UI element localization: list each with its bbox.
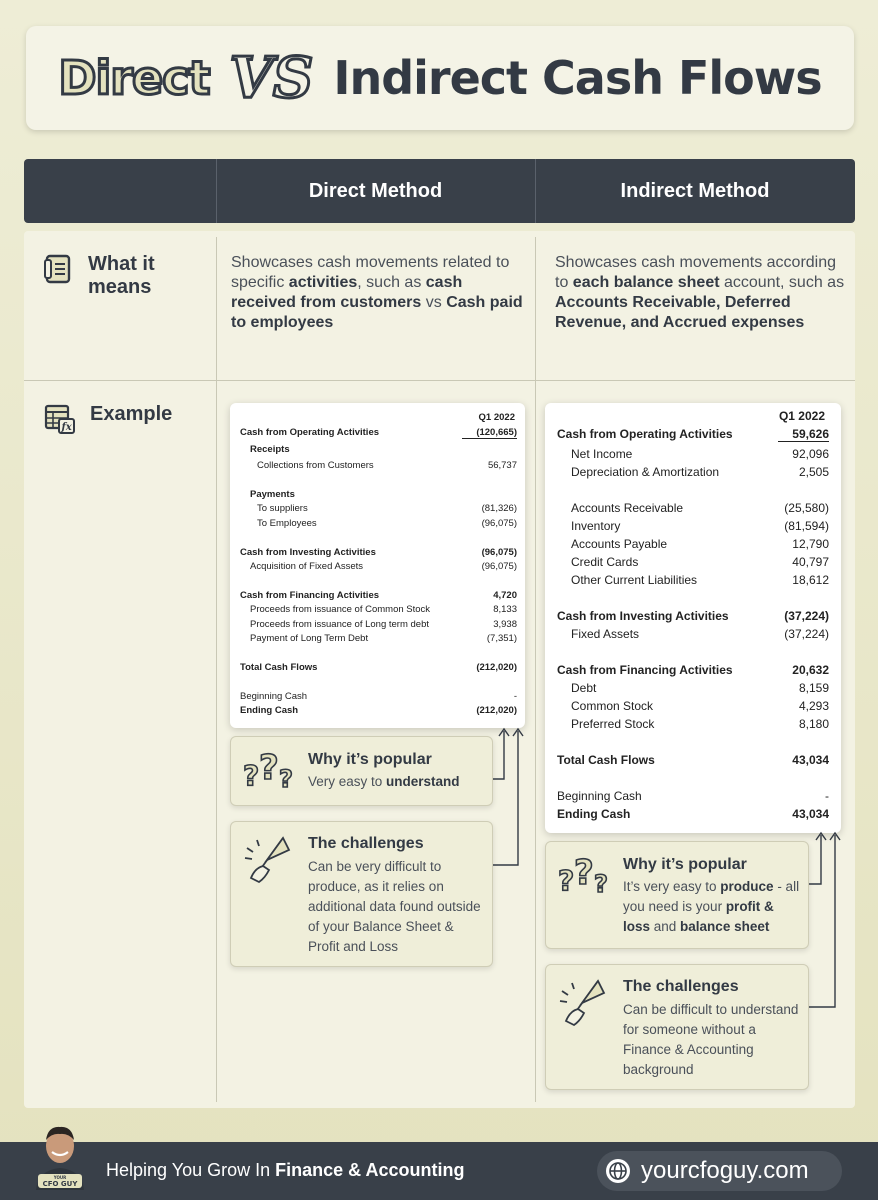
header-indirect-method: Indirect Method xyxy=(620,179,770,202)
statement-row-value: 43,034 xyxy=(792,807,829,821)
question-marks-icon xyxy=(241,749,299,795)
callout-body: Can be very difficult to produce, as it relies on additional data found outside of your Balance Sheet & Profit and Loss xyxy=(308,859,481,954)
statement-row-value: 18,612 xyxy=(792,573,829,587)
header-direct-method: Direct Method xyxy=(308,179,443,202)
statement-row-value: 59,626 xyxy=(778,427,829,442)
statement-row-value: (212,020) xyxy=(476,662,517,673)
statement-row-value: (81,326) xyxy=(481,503,517,514)
statement-row-label: Preferred Stock xyxy=(571,717,655,731)
callout-title: Why it’s popular xyxy=(623,856,747,873)
statement-row-value: 92,096 xyxy=(792,447,829,461)
statement-row-value: (120,665) xyxy=(462,427,517,439)
text-run: each balance sheet xyxy=(572,274,720,291)
footer-bar xyxy=(0,1142,878,1200)
text-run: Showcases cash movements related to specific xyxy=(231,254,510,291)
svg-text:fx: fx xyxy=(61,422,72,433)
svg-text:?: ? xyxy=(558,864,575,897)
text-run: Helping You Grow In xyxy=(106,1160,276,1180)
statement-row-label: Accounts Receivable xyxy=(571,501,684,515)
statement-row-value: 12,790 xyxy=(792,537,829,551)
callout-body: Can be difficult to understand for someone without a Finance & Accounting background xyxy=(623,1002,799,1077)
statement-row-value: 4,720 xyxy=(493,590,517,601)
statement-row-value: (37,224) xyxy=(784,627,829,641)
statement-row-label: Total Cash Flows xyxy=(557,753,655,767)
connector-indirect-challenges xyxy=(809,835,835,1007)
svg-text:?: ? xyxy=(594,870,608,898)
statement-row-label: Payment of Long Term Debt xyxy=(250,633,369,644)
statement-row-label: To Employees xyxy=(257,518,317,529)
text-run: understand xyxy=(386,774,460,789)
badge-small-text: YOUR xyxy=(53,1175,67,1180)
callout-body xyxy=(308,772,488,792)
statement-row-label: Cash from Investing Activities xyxy=(240,547,376,558)
example-label: Example xyxy=(90,403,173,425)
text-run: It’s very easy to xyxy=(623,879,721,894)
statement-row-label: Common Stock xyxy=(571,699,654,713)
globe-icon xyxy=(605,1158,631,1184)
statement-row-label: Proceeds from issuance of Common Stock xyxy=(250,604,431,615)
statement-row-label: Total Cash Flows xyxy=(240,662,318,673)
indirect-popular-callout xyxy=(545,841,809,949)
statement-row-value: 4,293 xyxy=(798,699,829,713)
text-run: - all you need is your xyxy=(623,879,800,914)
statement-row-value: 8,159 xyxy=(798,681,829,695)
statement-row-value: (96,075) xyxy=(481,547,517,558)
statement-row-label: To suppliers xyxy=(257,503,308,514)
badge-text: CFO GUY xyxy=(42,1180,78,1188)
statement-row-label: Collections from Customers xyxy=(257,460,374,471)
statement-row-label: Cash from Investing Activities xyxy=(557,609,729,623)
statement-row-label: Cash from Financing Activities xyxy=(240,590,380,601)
callout-title: The challenges xyxy=(308,835,424,852)
text-run: Accounts Receivable, Deferred Revenue, and Accrued expenses xyxy=(555,294,805,331)
statement-row-value: 8,180 xyxy=(798,717,829,731)
statement-row-value: 3,938 xyxy=(493,619,517,630)
svg-text:?: ? xyxy=(243,759,260,792)
statement-row-label: Cash from Operating Activities xyxy=(557,427,733,441)
what-it-means-label: What it means xyxy=(88,253,155,298)
statement-row-label: Ending Cash xyxy=(557,807,631,821)
statement-row-label: Beginning Cash xyxy=(557,789,642,803)
text-run: Finance & Accounting xyxy=(275,1160,465,1180)
text-run: , such as xyxy=(357,274,426,291)
statement-row-label: Inventory xyxy=(571,519,621,533)
statement-row-value: (96,075) xyxy=(481,518,517,529)
statement-row-value: (7,351) xyxy=(486,633,517,644)
connector-direct-challenges xyxy=(493,731,518,865)
statement-row-label: Beginning Cash xyxy=(240,691,308,702)
text-run: activities xyxy=(288,274,358,291)
connector-direct-popular xyxy=(493,731,504,779)
text-run: and xyxy=(650,919,681,934)
title-indirect: Indirect Cash Flows xyxy=(333,51,822,105)
statement-row-value: (212,020) xyxy=(476,705,517,716)
statement-row-label: Acquisition of Fixed Assets xyxy=(250,561,363,572)
callout-body xyxy=(623,877,803,937)
indirect-challenges-callout xyxy=(545,964,809,1090)
statement-row-label: Fixed Assets xyxy=(571,627,640,641)
svg-text:?: ? xyxy=(259,749,279,788)
avatar xyxy=(32,1120,88,1190)
statement-row-label: Ending Cash xyxy=(240,705,299,716)
statement-row-value: 56,737 xyxy=(487,460,517,471)
statement-row-value: (25,580) xyxy=(784,501,829,515)
callout-title: The challenges xyxy=(623,978,739,995)
statement-row-value: (81,594) xyxy=(784,519,829,533)
statement-row-value: 40,797 xyxy=(792,555,829,569)
statement-row-label: Cash from Financing Activities xyxy=(557,663,733,677)
statement-row-value: 2,505 xyxy=(798,465,829,479)
statement-row-value: - xyxy=(825,789,829,803)
statement-row-label: Depreciation & Amortization xyxy=(571,465,720,479)
statement-row-label: Receipts xyxy=(250,444,290,455)
statement-row-label: Debt xyxy=(571,681,597,695)
text-run: vs xyxy=(421,294,447,311)
footer-tagline xyxy=(106,1160,464,1181)
svg-text:?: ? xyxy=(574,854,594,893)
statement-row-value: (37,224) xyxy=(784,609,829,623)
statement-row-value: 20,632 xyxy=(792,663,829,677)
flag-hand-icon xyxy=(558,977,608,1027)
statement-row-label: Other Current Liabilities xyxy=(571,573,698,587)
statement-row-label: Net Income xyxy=(571,447,633,461)
period-label: Q1 2022 xyxy=(478,412,515,423)
statement-row-value: 43,034 xyxy=(792,753,829,767)
statement-row-value: - xyxy=(513,691,517,702)
statement-row-value: (96,075) xyxy=(481,561,517,572)
statement-row-label: Accounts Payable xyxy=(571,537,668,551)
text-run: produce xyxy=(720,879,774,894)
connector-indirect-popular xyxy=(809,835,821,884)
text-run: balance sheet xyxy=(680,919,770,934)
statement-row-value: 8,133 xyxy=(493,604,517,615)
website-pill[interactable] xyxy=(597,1151,842,1191)
statement-row-label: Proceeds from issuance of Long term debt xyxy=(250,619,430,630)
text-run: account, such as xyxy=(719,274,845,291)
text-run: Very easy to xyxy=(308,774,387,789)
direct-challenges-callout xyxy=(230,821,493,967)
direct-popular-callout xyxy=(230,736,493,806)
text-run: cash received from customers xyxy=(231,274,463,311)
text-run: Showcases cash movements according to xyxy=(555,254,837,291)
title-vs: VS xyxy=(229,45,314,111)
statement-row-label: Credit Cards xyxy=(571,555,639,569)
period-label: Q1 2022 xyxy=(778,409,825,423)
text-run: Cash paid to employees xyxy=(231,294,523,331)
title-direct: Direct xyxy=(58,51,210,105)
svg-text:?: ? xyxy=(279,765,293,793)
question-marks-icon xyxy=(556,854,614,900)
text-run: profit & loss xyxy=(623,899,774,934)
statement-row-label: Cash from Operating Activities xyxy=(240,427,380,438)
website-url[interactable]: yourcfoguy.com xyxy=(641,1157,809,1184)
flag-hand-icon xyxy=(243,834,293,884)
statement-row-label: Payments xyxy=(250,489,295,500)
callout-title: Why it’s popular xyxy=(308,751,432,768)
